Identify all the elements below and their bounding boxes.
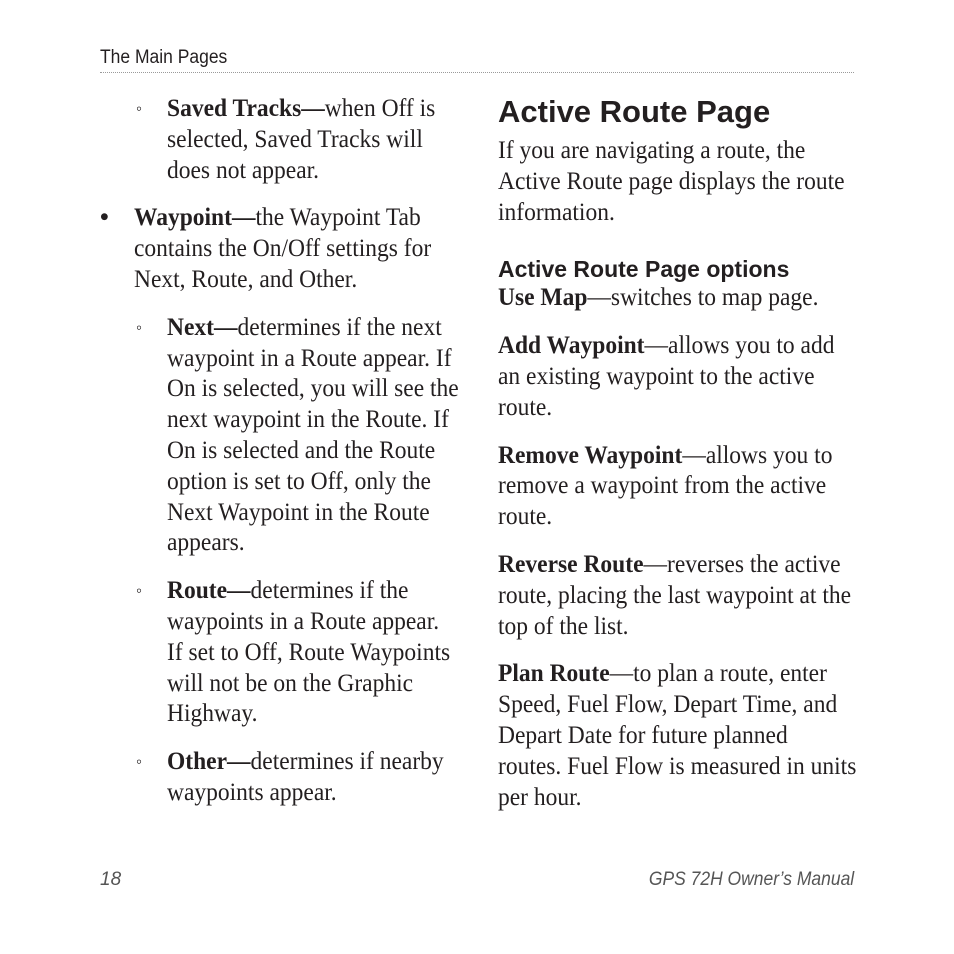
list-item-waypoint bbox=[100, 203, 460, 295]
option-reverse-route bbox=[498, 550, 857, 642]
left-column bbox=[100, 94, 460, 809]
option-plan-route bbox=[498, 659, 857, 813]
desc-saved-tracks: when Off is selected, Saved Tracks will does not appear. bbox=[167, 95, 436, 184]
desc-reverse-route: —reverses the active route, placing the last waypoint at the top of the list. bbox=[498, 550, 852, 640]
desc-remove-waypoint: —allows you to remove a waypoint from the active route. bbox=[498, 441, 833, 531]
running-header: The Main Pages bbox=[100, 47, 228, 68]
section-heading: Active Route Page bbox=[498, 94, 771, 129]
sub-bullet-icon: ◦ bbox=[136, 581, 143, 601]
term-waypoint: Waypoint— bbox=[134, 204, 256, 232]
desc-waypoint: the Waypoint Tab contains the On/Off settings for Next, Route, and Other. bbox=[134, 204, 432, 293]
sub-bullet-icon: ◦ bbox=[136, 752, 143, 772]
term-next: Next— bbox=[167, 313, 238, 341]
list-item-route bbox=[100, 576, 460, 730]
term-remove-waypoint: Remove Waypoint bbox=[498, 441, 683, 469]
term-route: Route— bbox=[167, 577, 251, 605]
term-plan-route: Plan Route bbox=[498, 660, 610, 688]
desc-use-map: —switches to map page. bbox=[587, 284, 819, 312]
bullet-icon: • bbox=[100, 204, 109, 232]
page-number: 18 bbox=[100, 869, 122, 890]
term-reverse-route: Reverse Route bbox=[498, 550, 644, 578]
option-add-waypoint bbox=[498, 331, 857, 423]
sub-bullet-icon: ◦ bbox=[136, 99, 143, 118]
sub-bullet-icon: ◦ bbox=[136, 317, 143, 337]
subsection-heading: Active Route Page options bbox=[498, 256, 790, 283]
header-divider bbox=[100, 72, 854, 73]
list-item-other bbox=[100, 747, 460, 809]
term-saved-tracks: Saved Tracks— bbox=[167, 95, 325, 122]
desc-add-waypoint: —allows you to add an existing waypoint to the active route. bbox=[498, 332, 835, 421]
desc-other: determines if nearby waypoints appear. bbox=[167, 748, 444, 806]
desc-route: determines if the waypoints in a Route appear. If set to Off, Route Waypoints will not be on the Graphic Highway. bbox=[167, 577, 451, 728]
intro-paragraph: If you are navigating a route, the Active Route page displays the route information. bbox=[498, 137, 845, 226]
option-remove-waypoint bbox=[498, 441, 857, 533]
desc-next: determines if the next waypoint in a Route appear. If On is selected, you will see the next waypoint in the Route. If On is selected and the Route option is set to Off, only the Next Waypoint in the Route appears. bbox=[167, 313, 459, 557]
list-item-saved-tracks bbox=[100, 94, 460, 186]
list-item-next bbox=[100, 313, 460, 559]
desc-plan-route: —to plan a route, enter Speed, Fuel Flow, Depart Time, and Depart Date for future planned routes. Fuel Flow is measured in units per hour. bbox=[498, 660, 857, 811]
manual-title: GPS 72H Owner’s Manual bbox=[648, 869, 854, 890]
term-add-waypoint: Add Waypoint bbox=[498, 332, 645, 360]
term-use-map: Use Map bbox=[498, 284, 588, 312]
option-use-map bbox=[498, 283, 857, 314]
right-column bbox=[498, 94, 858, 813]
term-other: Other— bbox=[167, 748, 251, 776]
